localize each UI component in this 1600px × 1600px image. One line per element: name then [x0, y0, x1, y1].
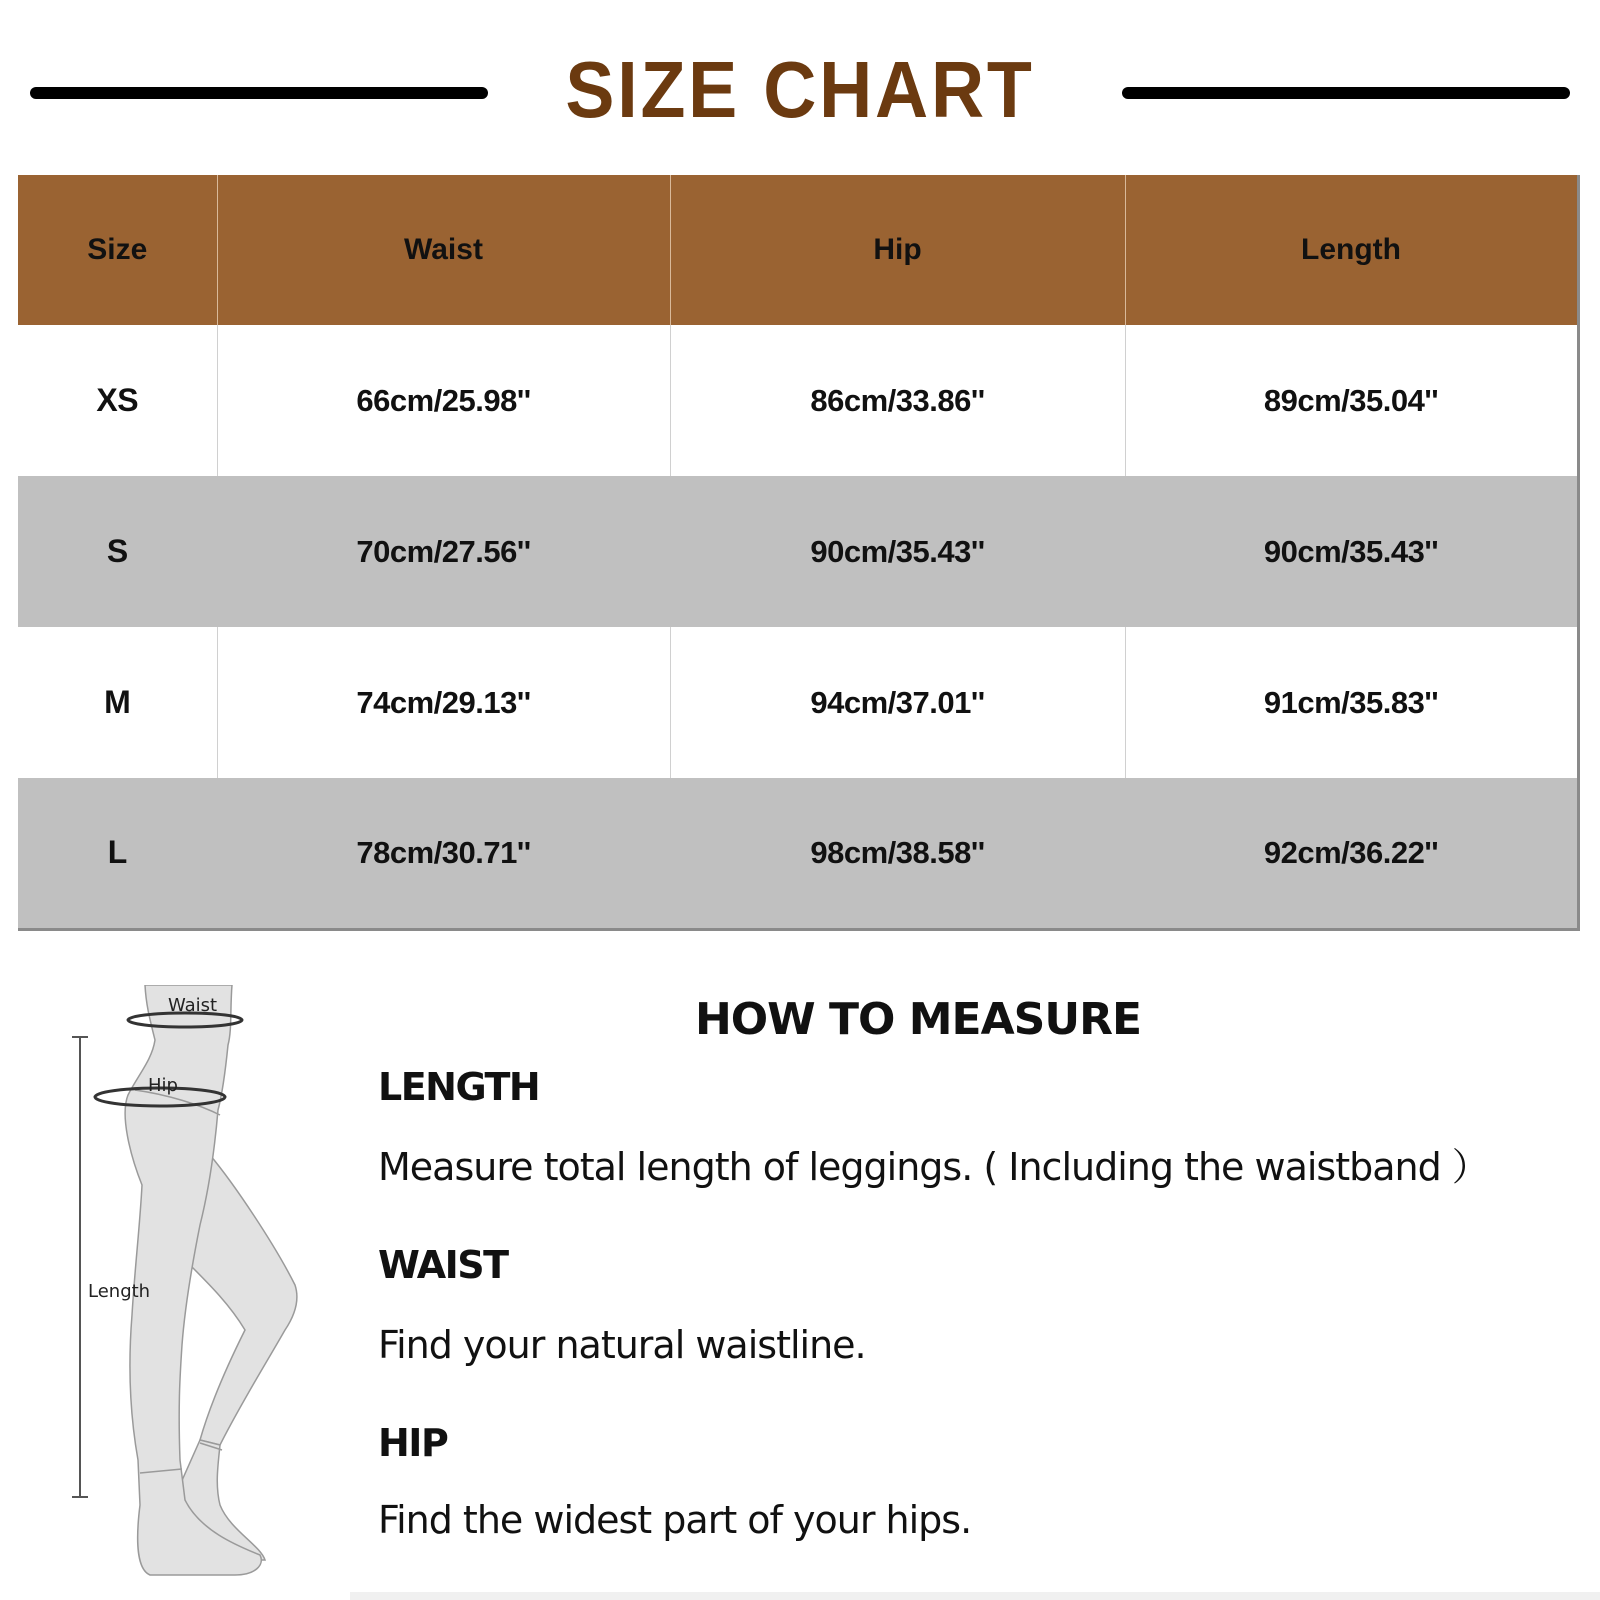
size-cell: S — [106, 533, 128, 569]
column-header-waist: Waist — [217, 175, 670, 325]
section-heading-length: LENGTH — [378, 1065, 540, 1109]
length-cell: 89cm/35.04'' — [1125, 325, 1578, 476]
waist-cell: 70cm/27.56'' — [217, 476, 670, 627]
section-heading-hip: HIP — [378, 1421, 448, 1465]
illustration-label-waist: Waist — [168, 995, 218, 1016]
illustration-label-hip: Hip — [148, 1075, 178, 1096]
table-row — [18, 627, 1578, 778]
size-table — [18, 175, 1580, 931]
illustration-label-length: Length — [88, 1281, 151, 1302]
page-title: SIZE CHART — [565, 45, 1035, 134]
section-text-length: Measure total length of leggings. ( Including the waistband ） — [378, 1145, 1489, 1189]
column-header-hip: Hip — [670, 175, 1125, 325]
how-to-measure-title: HOW TO MEASURE — [694, 994, 1142, 1045]
hip-cell: 98cm/38.58'' — [670, 778, 1125, 929]
hip-cell: 94cm/37.01'' — [670, 627, 1125, 778]
waist-cell: 74cm/29.13'' — [217, 627, 670, 778]
column-header-size: Size — [87, 233, 148, 266]
waist-cell: 78cm/30.71'' — [217, 778, 670, 929]
length-cell: 92cm/36.22'' — [1125, 778, 1578, 929]
table-header-row — [18, 175, 1578, 325]
table-row — [18, 325, 1578, 476]
leggings-measurement-illustration — [60, 985, 350, 1595]
size-cell: XS — [96, 382, 139, 418]
bottom-divider — [350, 1592, 1600, 1600]
section-text-hip: Find the widest part of your hips. — [378, 1498, 972, 1542]
waist-cell: 66cm/25.98'' — [217, 325, 670, 476]
hip-cell: 86cm/33.86'' — [670, 325, 1125, 476]
table-row — [18, 778, 1578, 929]
title-bar — [0, 40, 1600, 140]
section-heading-waist: WAIST — [378, 1243, 508, 1287]
hip-cell: 90cm/35.43'' — [670, 476, 1125, 627]
table-row — [18, 476, 1578, 627]
column-header-length: Length — [1125, 175, 1578, 325]
title-divider-right — [1122, 87, 1570, 99]
section-text-waist: Find your natural waistline. — [378, 1323, 866, 1367]
length-cell: 91cm/35.83'' — [1125, 627, 1578, 778]
size-cell: L — [107, 834, 127, 871]
size-cell: M — [104, 684, 131, 720]
length-cell: 90cm/35.43'' — [1125, 476, 1578, 627]
